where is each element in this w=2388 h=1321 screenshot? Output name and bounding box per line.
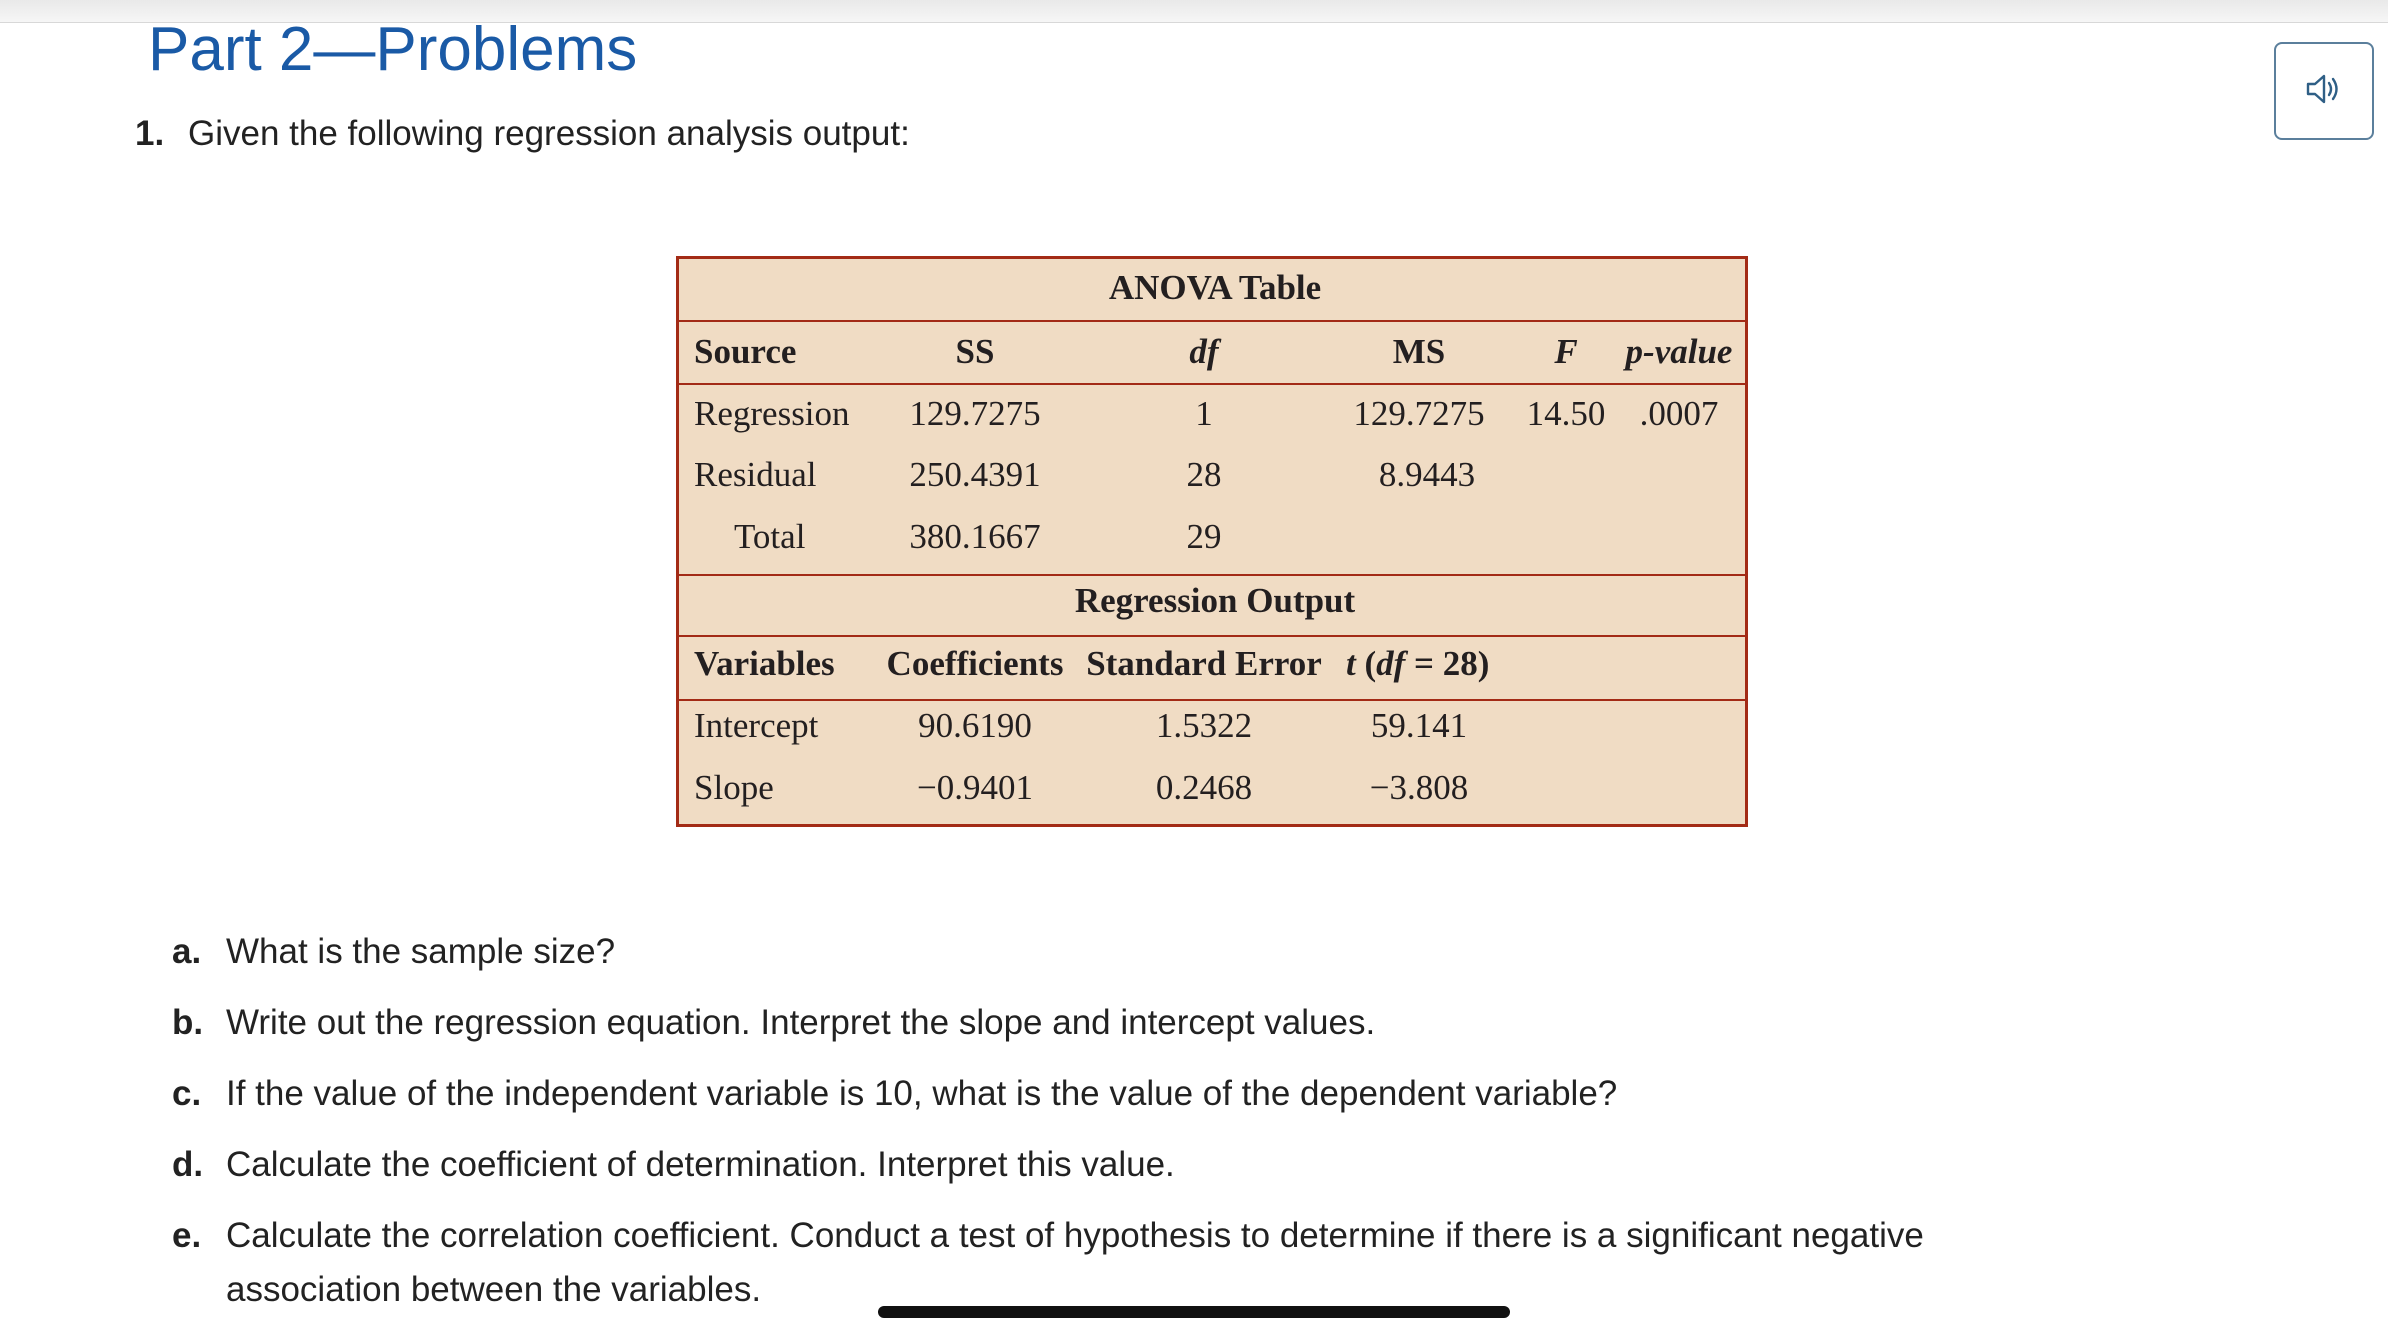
divider [679, 574, 1745, 576]
anova-df: 1 [1195, 394, 1213, 433]
header-source: Source [694, 332, 797, 371]
part-text: Calculate the coefficient of determination. Interpret this value. [226, 1145, 1175, 1184]
divider [679, 635, 1745, 637]
anova-ms: 8.9443 [1378, 455, 1476, 494]
page-title: Part 2—Problems [148, 15, 638, 84]
regression-t-value: 59.141 [1370, 706, 1468, 745]
regression-t-value: −3.808 [1369, 768, 1469, 807]
header-t-statistic: t (df = 28) [1346, 644, 1490, 683]
regression-output-table [676, 256, 1748, 827]
anova-f: 14.50 [1526, 394, 1606, 433]
regression-title: Regression Output [1074, 581, 1356, 620]
anova-source: Residual [694, 455, 817, 494]
part-text: Write out the regression equation. Interpret the slope and intercept values. [226, 1003, 1376, 1042]
part-text-continued: association between the variables. [226, 1270, 762, 1309]
header-p-value: p-value [1625, 332, 1733, 371]
speaker-icon [2304, 72, 2344, 111]
header-f: F [1554, 332, 1578, 371]
anova-p-value: .0007 [1639, 394, 1719, 433]
part-text: If the value of the independent variable is 10, what is the value of the dependent variable? [226, 1074, 1618, 1113]
header-df: df [1189, 332, 1219, 371]
header-coefficients: Coefficients [886, 644, 1064, 683]
anova-source: Regression [694, 394, 850, 433]
anova-ss: 250.4391 [909, 455, 1041, 494]
divider [679, 320, 1745, 322]
header-standard-error: Standard Error [1086, 644, 1322, 683]
divider [679, 383, 1745, 385]
anova-ss: 129.7275 [909, 394, 1041, 433]
regression-standard-error: 0.2468 [1155, 768, 1253, 807]
regression-variable: Slope [694, 768, 774, 807]
anova-ss: 380.1667 [909, 517, 1041, 556]
regression-variable: Intercept [694, 706, 819, 745]
part-text: What is the sample size? [226, 932, 616, 971]
header-variables: Variables [694, 644, 835, 683]
anova-ms: 129.7275 [1353, 394, 1485, 433]
part-label: a. [172, 932, 202, 971]
part-text: Calculate the correlation coefficient. Conduct a test of hypothesis to determine if there is a significant negative [226, 1216, 1924, 1255]
header-ss: SS [955, 332, 995, 371]
regression-standard-error: 1.5322 [1155, 706, 1253, 745]
anova-source: Total [734, 517, 806, 556]
read-aloud-button[interactable] [2274, 42, 2374, 140]
regression-coefficient: 90.6190 [918, 706, 1032, 745]
part-label: d. [172, 1145, 204, 1184]
part-label: c. [172, 1074, 202, 1113]
anova-title: ANOVA Table [1108, 268, 1322, 307]
question-number: 1. [135, 114, 165, 153]
regression-coefficient: −0.9401 [917, 768, 1033, 807]
header-ms: MS [1392, 332, 1446, 371]
home-indicator[interactable] [878, 1306, 1510, 1318]
part-label: e. [172, 1216, 202, 1255]
part-label: b. [172, 1003, 204, 1042]
anova-df: 28 [1186, 455, 1222, 494]
anova-df: 29 [1186, 517, 1222, 556]
question-text: Given the following regression analysis output: [188, 114, 910, 153]
divider [679, 699, 1745, 701]
